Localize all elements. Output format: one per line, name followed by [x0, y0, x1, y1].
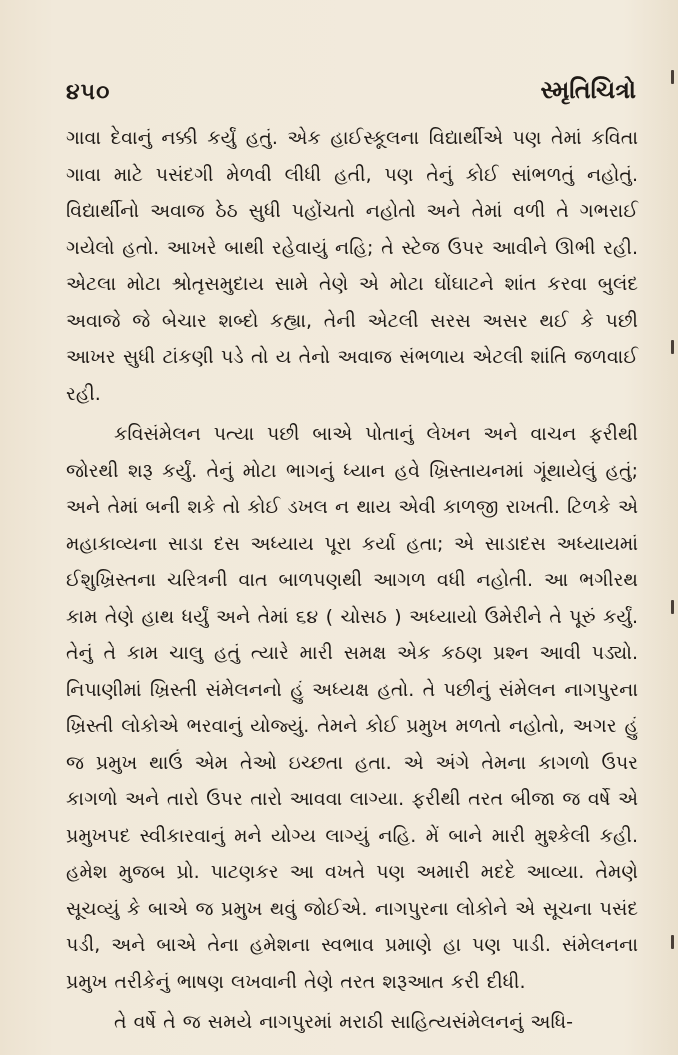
paragraph: તે વર્ષે તે જ સમયે નાગપુરમાં મરાઠી સાહિત્યસંમેલનનું અધિ-: [114, 1011, 574, 1033]
page-edge-mark: [671, 340, 674, 354]
running-head: સ્મૃતિચિત્રો: [540, 76, 636, 104]
page-header: [66, 74, 636, 108]
page-edge-mark: [671, 935, 674, 949]
page-edge-mark: [671, 600, 674, 614]
body-text: [66, 120, 638, 1041]
paragraph: ગાવા દેવાનું નક્કી કર્યું હતું. એક હાઈસ્કૂલના વિદ્યાર્થીએ પણ તેમાં કવિતા ગાવા માટે પસંદગી મેળવી લીધી હતી, પણ તેનું કોઈ સાંભળતું નહોતું. વિદ્યાર્થીનો અવાજ ઠેઠ સુધી પહોંચતો નહોતો અને તેમાં વળી તે ગભરાઈ ગયેલો હતો. આખરે બાથી રહેવાયું નહિ; તે સ્ટેજ ઉપર આવીને ઊભી રહી. એટલા મોટા શ્રોતૃસમુદાય સામે તેણે એ મોટા ઘોંઘાટને શાંત કરવા બુલંદ અવાજે જે બેચાર શબ્દો કહ્યા, તેની એટલી સરસ અસર થઈ કે પછી આખર સુધી ટાંકણી પડે તો ય તેનો અવાજ સંભળાય એટલી શાંતિ જળવાઈ રહી.: [66, 127, 638, 405]
page-number: ૪૫૦: [66, 80, 111, 105]
paragraph: કવિસંમેલન પત્યા પછી બાએ પોતાનું લેખન અને વાચન ફરીથી જોરથી શરૂ કર્યું. તેનું મોટા ભાગનું ધ્યાન હવે ખ્રિસ્તાયનમાં ગૂંથાયેલું હતું; અને તેમાં બની શકે તો કોઈ ડખલ ન થાય એવી કાળજી રાખતી. ટિળકે એ મહાકાવ્યના સાડા દસ અધ્યાય પૂરા કર્યા હતા; એ સાડાદસ અધ્યાયમાં ઈશુખ્રિસ્તના ચરિત્રની વાત બાળપણથી આગળ વધી નહોતી. આ ભગીરથ કામ તેણે હાથ ધર્યું અને તેમાં ૬૪ ( ચોસઠ ) અધ્યાયો ઉમેરીને તે પૂરું કર્યું. તેનું તે કામ ચાલુ હતું ત્યારે મારી સમક્ષ એક કઠણ પ્રશ્ન આવી પડ્યો. નિપાણીમાં ખ્રિસ્તી સંમેલનનો હું અધ્યક્ષ હતો. તે પછીનું સંમેલન નાગપુરના ખ્રિસ્તી લોકોએ ભરવાનું યોજ્યું. તેમને કોઈ પ્રમુખ મળતો નહોતો, અગર હું જ પ્રમુખ થાઉં એમ તેઓ ઇચ્છતા હતા. એ અંગે તેમના કાગળો ઉપર કાગળો અને તારો ઉપર તારો આવવા લાગ્યા. ફરીથી તરત બીજા જ વર્ષે એ પ્રમુખપદ સ્વીકારવાનું મને યોગ્ય લાગ્યું નહિ. મેં બાને મારી મુશ્કેલી કહી. હમેશ મુજબ પ્રો. પાટણકર આ વખતે પણ અમારી મદદે આવ્યા. તેમણે સૂચવ્યું કે બાએ જ પ્રમુખ થવું જોઈએ. નાગપુરના લોકોને એ સૂચના પસંદ પડી, અને બાએ તેના હમેશના સ્વભાવ પ્રમાણે હા પણ પાડી. સંમેલનના પ્રમુખ તરીકેનું ભાષણ લખવાની તેણે તરત શરૂઆત કરી દીધી.: [66, 423, 638, 993]
page-edge-mark: [671, 70, 674, 84]
